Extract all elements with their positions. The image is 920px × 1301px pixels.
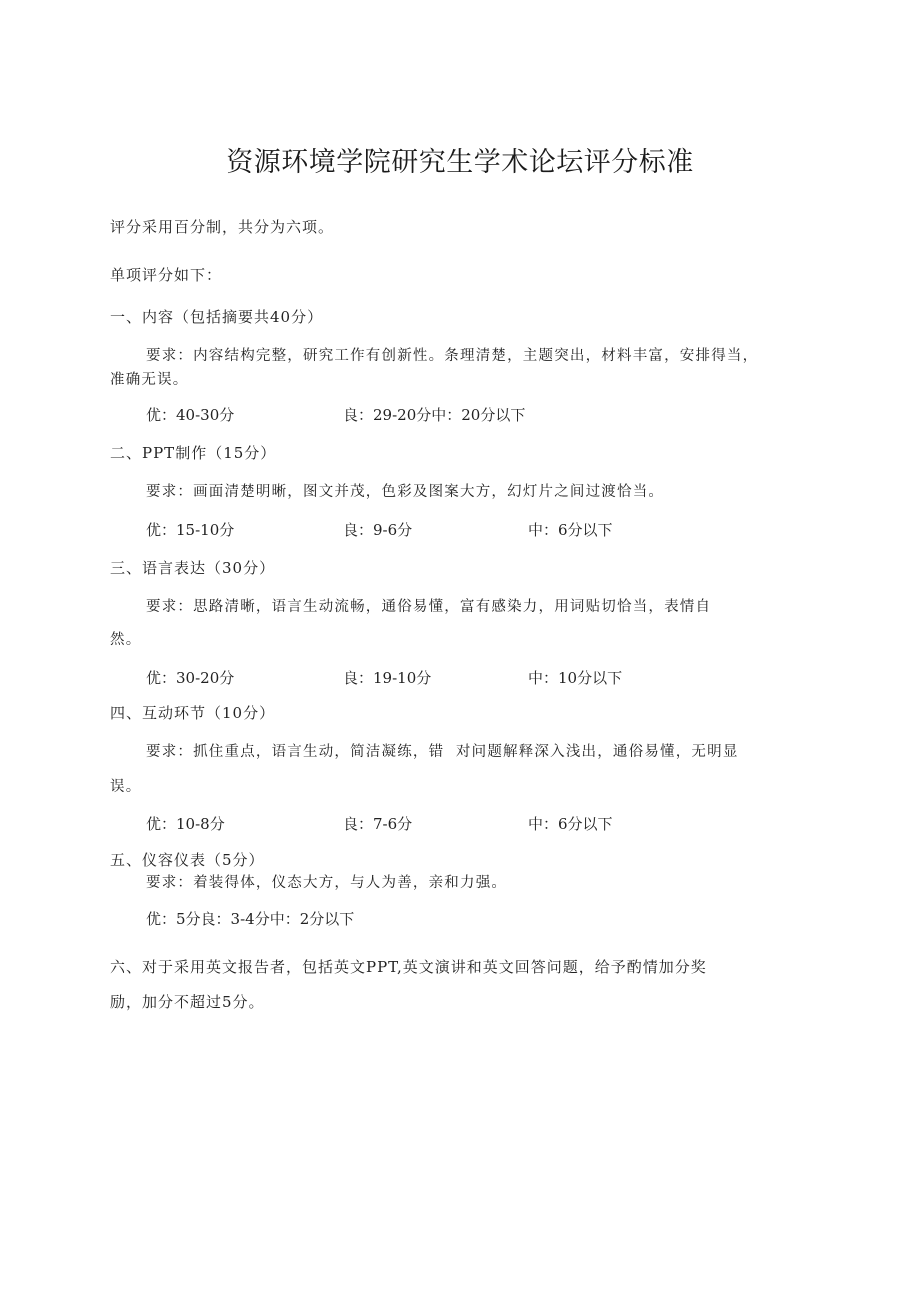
section-requirement-cont: 准确无误。 — [110, 372, 189, 388]
score-good: 良：9-6分 — [343, 521, 413, 539]
section-requirement: 要求：内容结构完整，研究工作有创新性。条理清楚，主题突出，材料丰富，安排得当， — [146, 348, 759, 364]
score-excellent: 优：15-10分 — [146, 521, 235, 539]
score-good: 良：7-6分 — [343, 815, 413, 833]
section-requirement: 要求：思路清晰，语言生动流畅，通俗易懂，富有感染力，用词贴切恰当，表情自 — [146, 599, 712, 615]
score-medium: 中：6分以下 — [528, 521, 613, 539]
score-excellent: 优：40-30分 — [146, 406, 235, 424]
subheading: 单项评分如下： — [110, 266, 223, 284]
intro-text: 评分采用百分制，共分为六项。 — [110, 218, 335, 236]
section-requirement: 要求：画面清楚明晰，图文并茂，色彩及图案大方，幻灯片之间过渡恰当。 — [146, 484, 665, 500]
section-requirement: 要求：着装得体，仪态大方，与人为善，亲和力强。 — [146, 875, 508, 891]
section-heading-appearance: 五、仪容仪表（5分） — [110, 851, 265, 869]
score-good-medium: 良：29-20分中：20分以下 — [343, 406, 526, 424]
score-excellent: 优：10-8分 — [146, 815, 225, 833]
bonus-item-cont: 励，加分不超过5分。 — [110, 993, 265, 1011]
section-heading-content: 一、内容（包括摘要共40分） — [110, 308, 324, 326]
score-medium: 中：6分以下 — [528, 815, 613, 833]
section-requirement-cont: 然。 — [110, 632, 142, 648]
section-heading-ppt: 二、PPT制作（15分） — [110, 444, 277, 462]
section-requirement-cont: 误。 — [110, 779, 142, 795]
page-title: 资源环境学院研究生学术论坛评分标准 — [226, 147, 694, 178]
score-good: 良：19-10分 — [343, 669, 432, 687]
section-heading-interaction: 四、互动环节（10分） — [110, 704, 276, 722]
score-excellent: 优：30-20分 — [146, 669, 235, 687]
section-heading-language: 三、语言表达（30分） — [110, 559, 276, 577]
score-all-levels: 优：5分良：3-4分中：2分以下 — [146, 910, 355, 928]
section-requirement: 要求：抓住重点，语言生动，简洁凝练，错 对问题解释深入浅出，通俗易懂，无明显 — [146, 744, 739, 760]
score-medium: 中：10分以下 — [528, 669, 623, 687]
bonus-item: 六、对于采用英文报告者，包括英文PPT,英文演讲和英文回答问题，给予酌情加分奖 — [110, 958, 707, 976]
